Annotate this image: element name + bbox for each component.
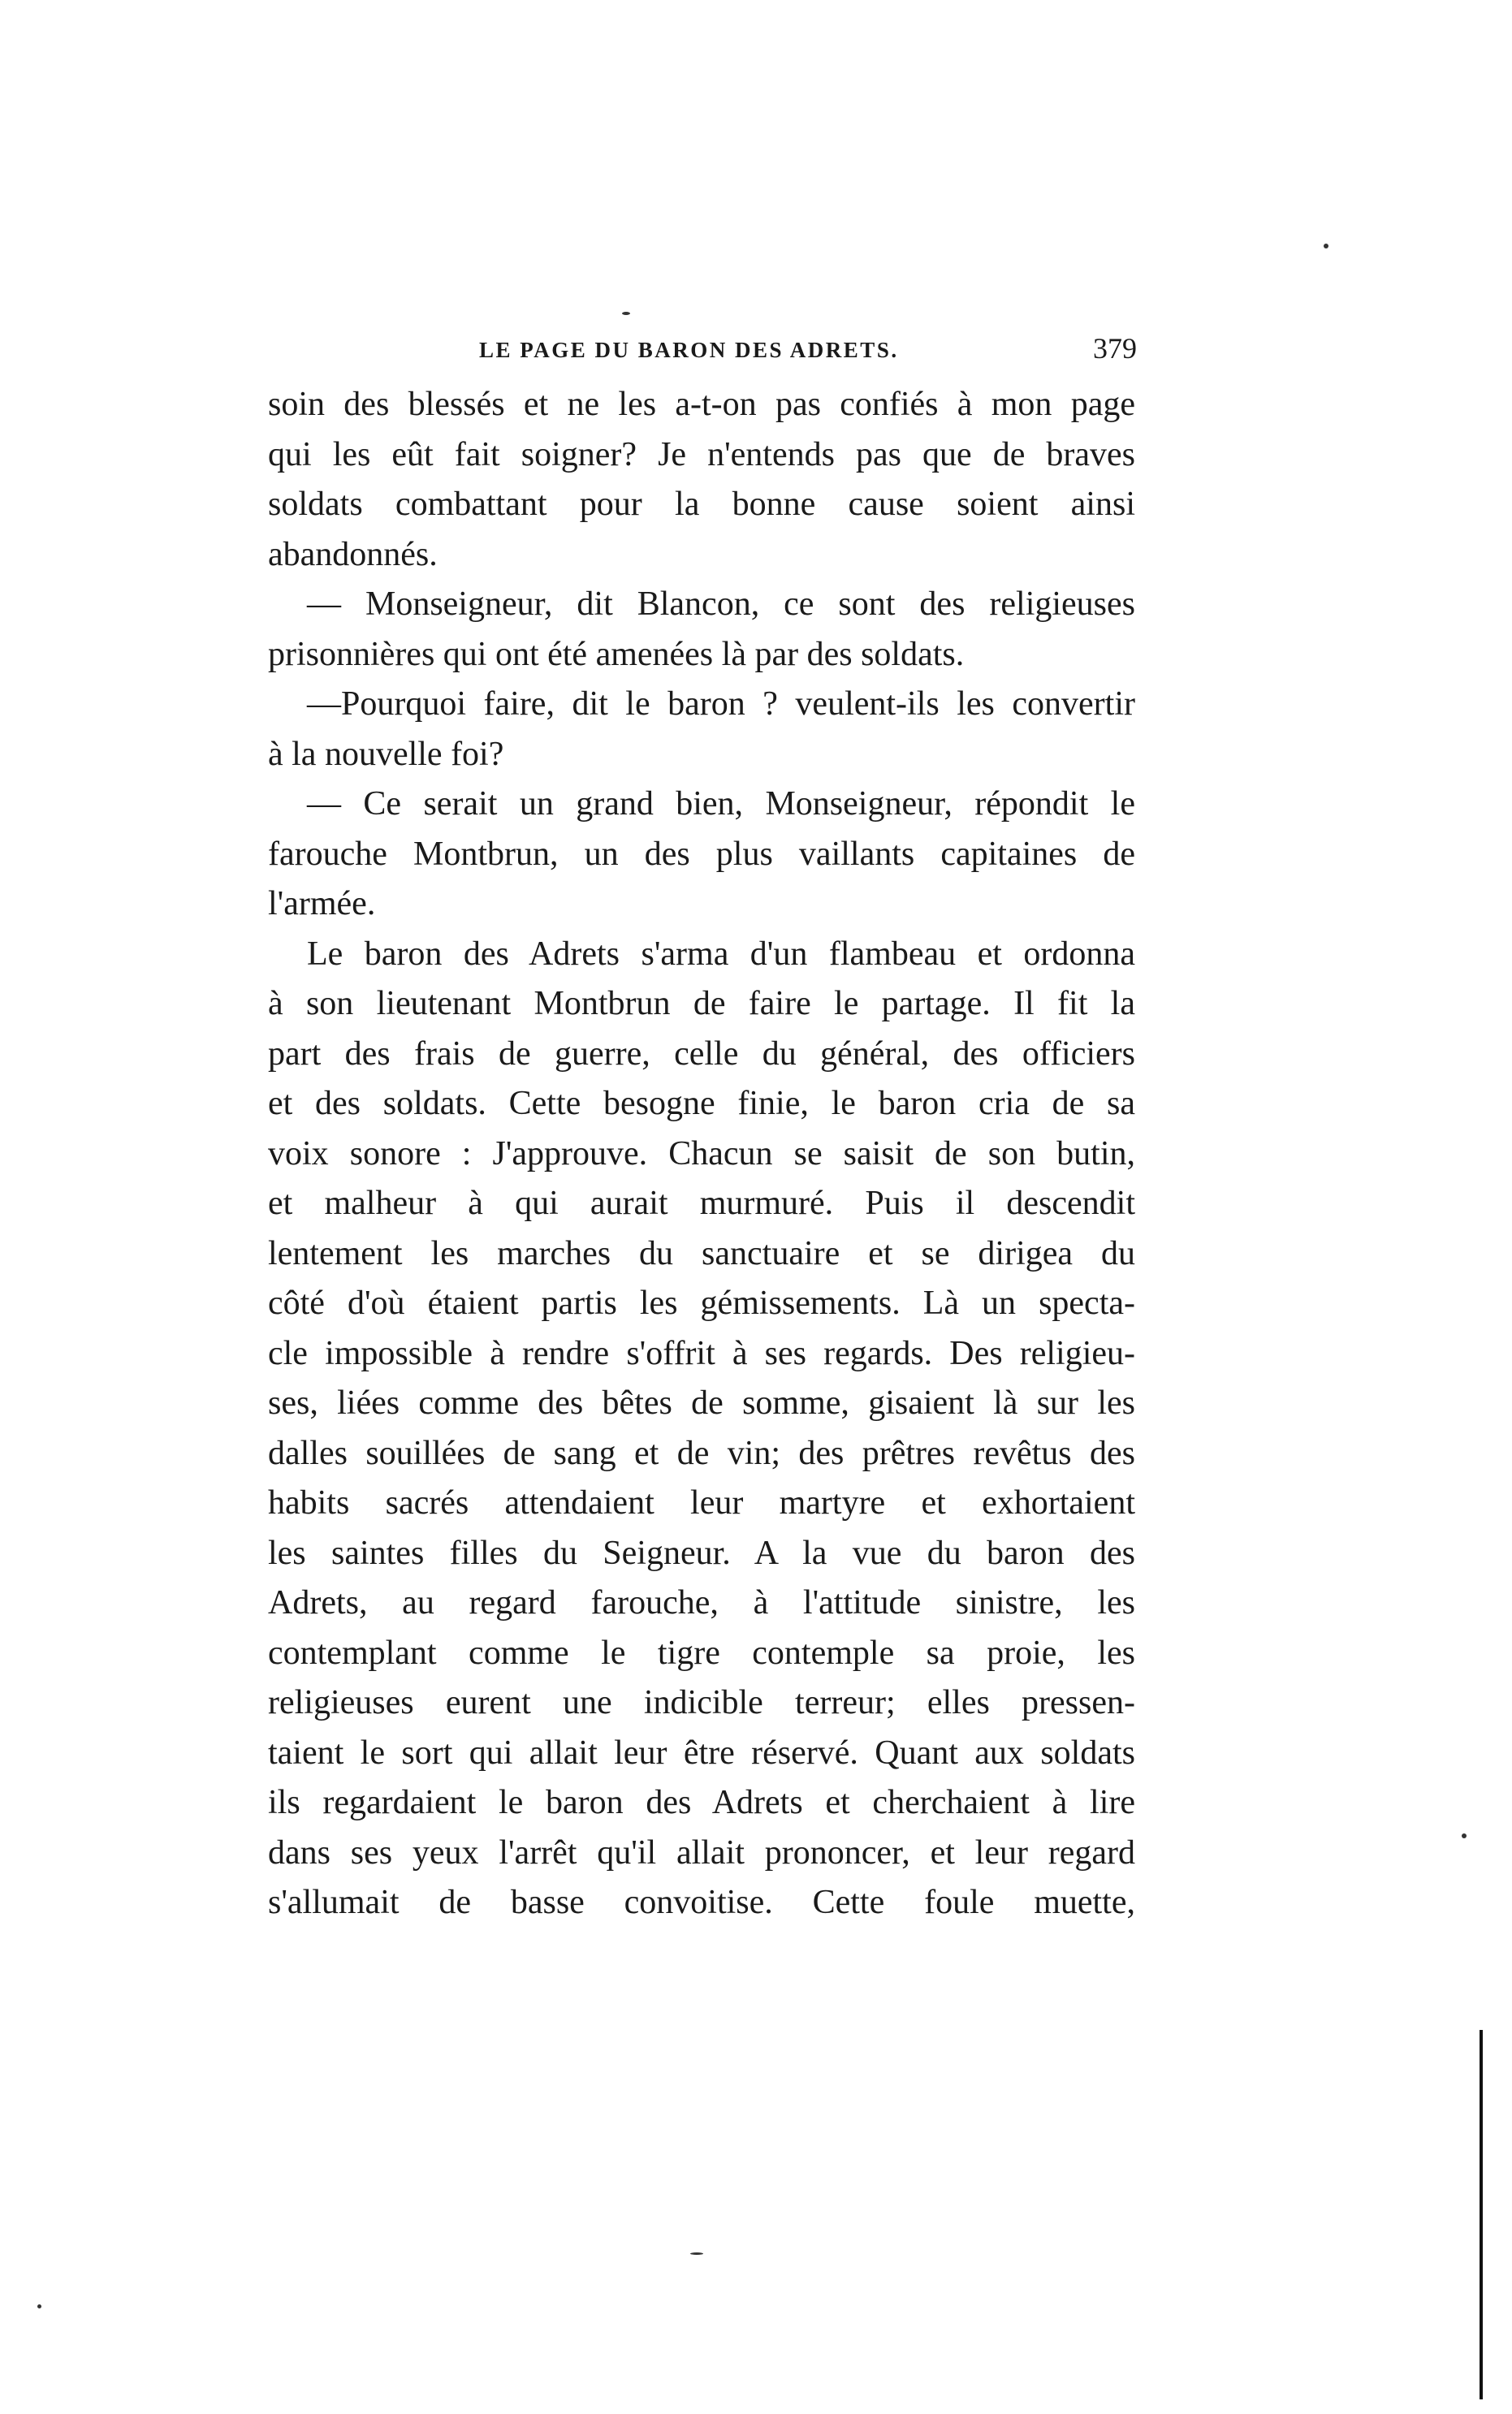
text-line: soin des blessés et ne les a-t-on pas confiés à mon page xyxy=(268,386,1135,423)
text-line: voix sonore : J'approuve. Chacun se saisit de son butin, xyxy=(268,1134,1135,1172)
text-line: l'armée. xyxy=(268,885,376,922)
scan-speck xyxy=(1462,1833,1467,1838)
text-line: les saintes filles du Seigneur. A la vue du baron des xyxy=(268,1534,1135,1572)
text-line: religieuses eurent une indicible terreur; elles pressen- xyxy=(268,1684,1135,1721)
scan-speck xyxy=(1324,244,1328,248)
page-header xyxy=(479,331,1137,372)
scan-speck xyxy=(37,2304,41,2308)
body-text xyxy=(268,380,1135,1928)
text-line: qui les eût fait soigner? Je n'entends pas que de braves xyxy=(268,435,1135,473)
text-line: dans ses yeux l'arrêt qu'il allait prononcer, et leur regard xyxy=(268,1833,1135,1872)
page-number: 379 xyxy=(1093,332,1137,365)
text-line: Adrets, au regard farouche, à l'attitude sinistre, les xyxy=(268,1584,1135,1622)
scan-edge-line xyxy=(1480,2030,1483,2399)
text-line: s'allumait de basse convoitise. Cette foule muette, xyxy=(268,1884,1135,1921)
text-line: —Pourquoi faire, dit le baron ? veulent-ils les convertir xyxy=(307,685,1135,723)
text-line: prisonnières qui ont été amenées là par des soldats. xyxy=(268,635,965,673)
text-line: côté d'où étaient partis les gémissements. Là un specta- xyxy=(268,1285,1135,1322)
text-line: ses, liées comme des bêtes de somme, gisaient là sur les xyxy=(268,1384,1135,1422)
scan-speck xyxy=(690,2252,703,2255)
text-line: et malheur à qui aurait murmuré. Puis il descendit xyxy=(268,1185,1135,1222)
text-line: dalles souillées de sang et de vin; des prêtres revêtus des xyxy=(268,1434,1135,1472)
text-line: cle impossible à rendre s'offrit à ses regards. Des religieu- xyxy=(268,1334,1135,1372)
text-line: — Monseigneur, dit Blancon, ce sont des religieuses xyxy=(307,585,1135,623)
text-line: soldats combattant pour la bonne cause soient ainsi xyxy=(268,486,1135,523)
running-title: LE PAGE DU BARON DES ADRETS. xyxy=(479,338,899,362)
text-line: — Ce serait un grand bien, Monseigneur, répondit le xyxy=(307,785,1135,823)
scan-speck xyxy=(622,312,630,315)
text-line: abandonnés. xyxy=(268,535,438,573)
text-line: habits sacrés attendaient leur martyre et exhortaient xyxy=(268,1484,1135,1522)
text-line: à la nouvelle foi? xyxy=(268,735,504,773)
text-line: contemplant comme le tigre contemple sa proie, les xyxy=(268,1634,1135,1672)
text-line: lentement les marches du sanctuaire et se dirigea du xyxy=(268,1234,1135,1272)
text-line: part des frais de guerre, celle du général, des officiers xyxy=(268,1034,1135,1073)
text-line: taient le sort qui allait leur être réservé. Quant aux soldats xyxy=(268,1734,1135,1772)
text-line: à son lieutenant Montbrun de faire le partage. Il fit la xyxy=(268,985,1135,1022)
text-line: ils regardaient le baron des Adrets et cherchaient à lire xyxy=(268,1784,1135,1821)
text-line: Le baron des Adrets s'arma d'un flambeau et ordonna xyxy=(307,935,1135,973)
text-line: et des soldats. Cette besogne finie, le baron cria de sa xyxy=(268,1085,1135,1122)
text-line: farouche Montbrun, un des plus vaillants capitaines de xyxy=(268,835,1135,873)
